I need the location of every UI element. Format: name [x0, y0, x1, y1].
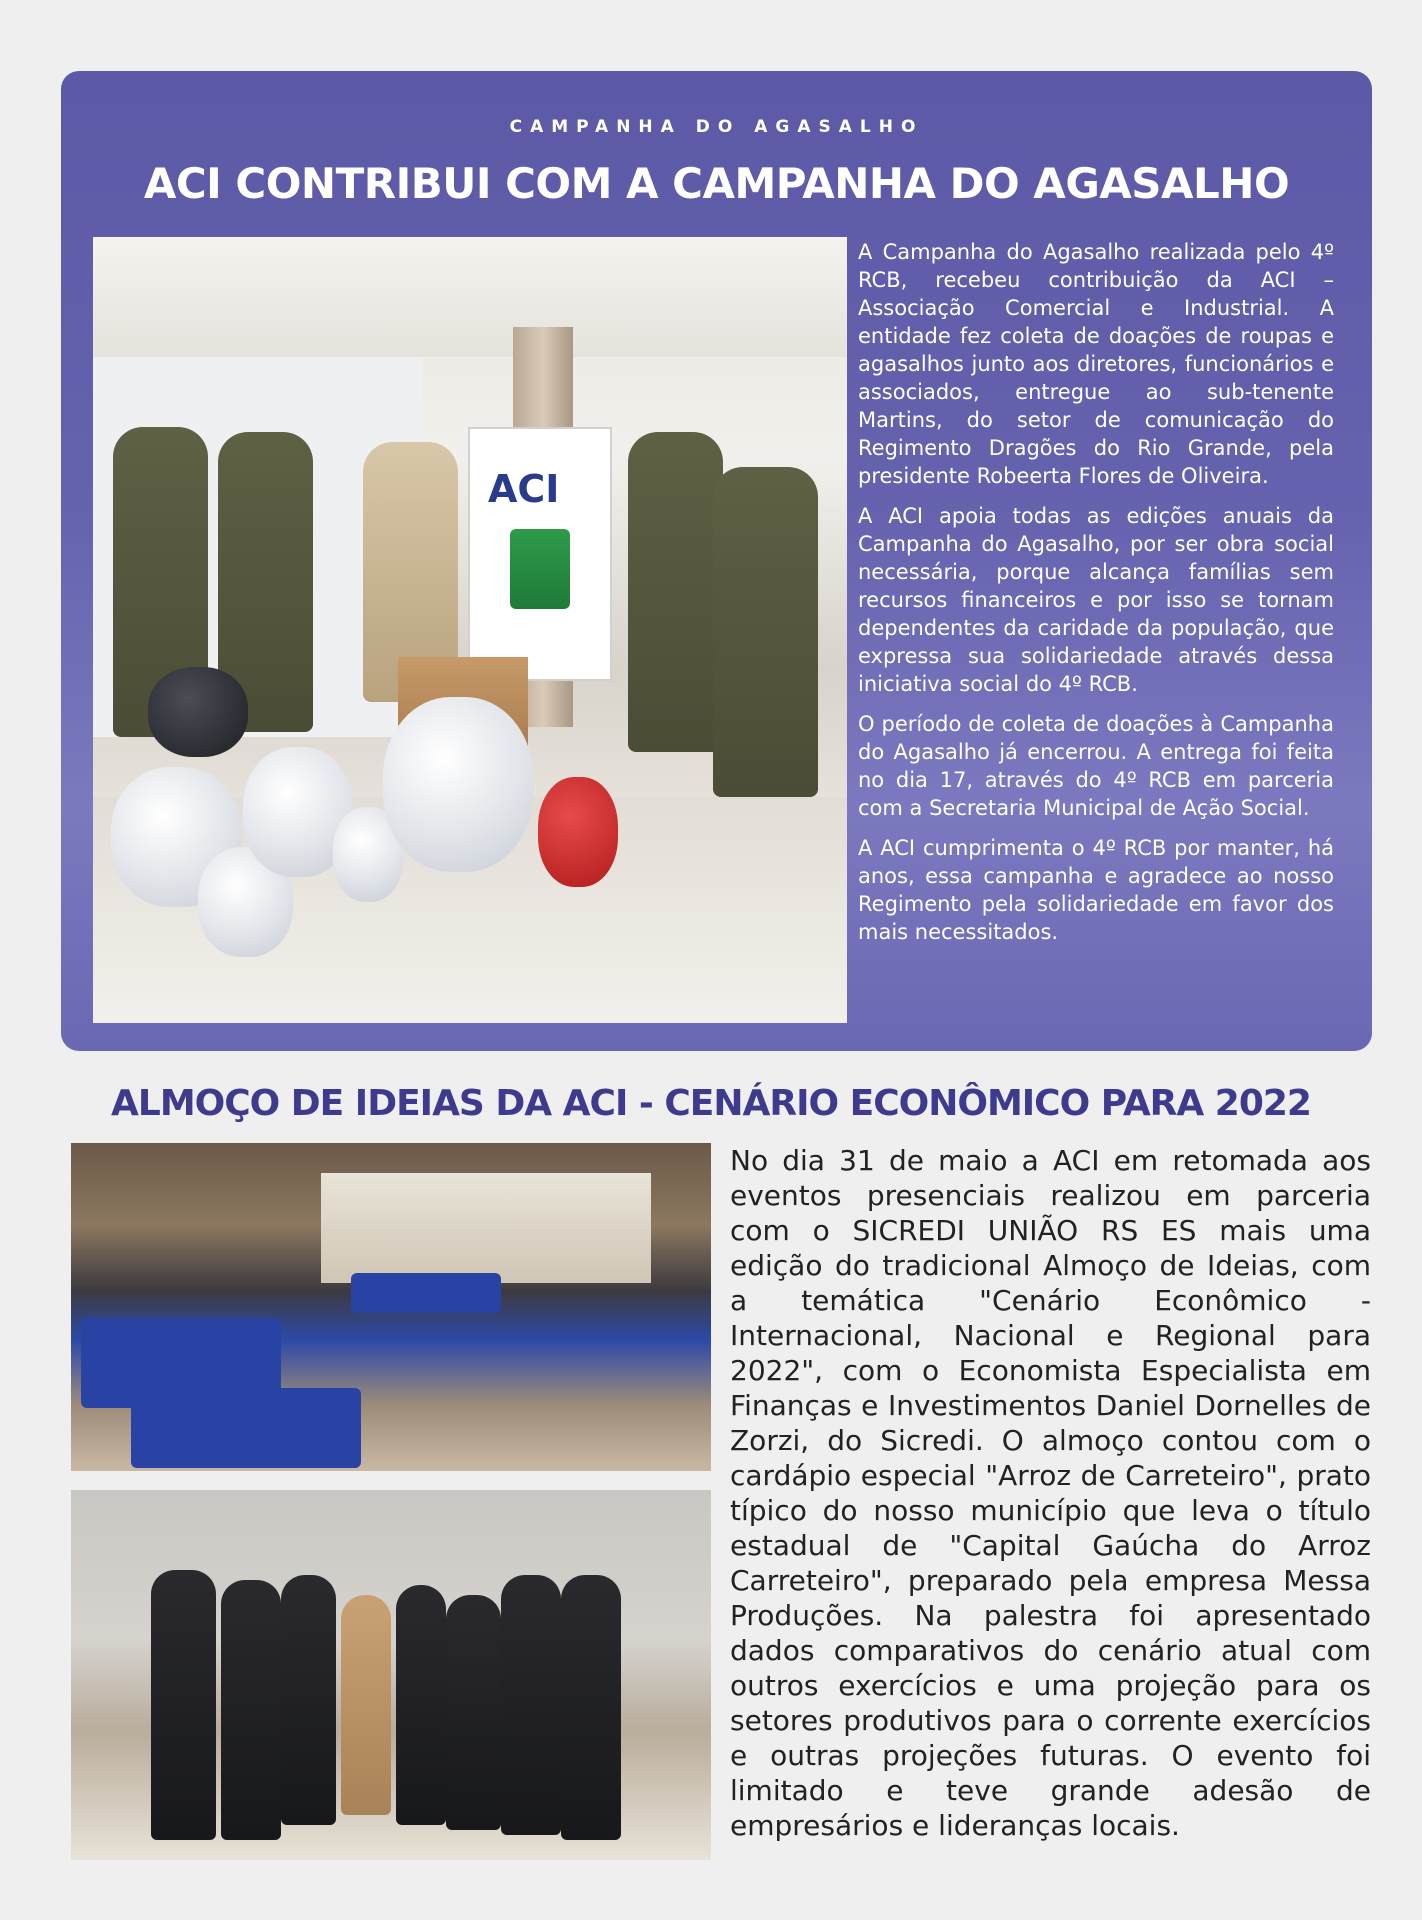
person-soldier — [713, 467, 818, 797]
lunch-event-photo — [71, 1143, 711, 1471]
article-paragraph: A Campanha do Agasalho realizada pelo 4º RCB, recebeu contribuição da ACI – Associação Comercial e Industrial. A entidade fez coleta de doações de roupas e agasalhos junto aos diretores, funcionários e associados, entregue ao sub-tenente Martins, do setor de comunicação do Regimento Dragões do Rio Grande, pela presidente Robeerta Flores de Oliveira. — [858, 240, 1334, 488]
photo-ceiling — [93, 237, 847, 357]
donation-bag — [148, 667, 248, 757]
article-paragraph: A ACI apoia todas as edições anuais da Campanha do Agasalho, por ser obra social necessária, porque alcança famílias sem recursos financeiros e por isso se tornam dependentes da caridade da população, que expressa sua solidariedade através dessa iniciativa social do 4º RCB. — [858, 504, 1334, 696]
donation-photo — [93, 237, 847, 1023]
aci-banner-logo: ACI — [488, 467, 560, 511]
blue-table — [351, 1273, 501, 1313]
campaign-headline: ACI CONTRIBUI COM A CAMPANHA DO AGASALHO — [143, 159, 1290, 208]
campaign-card — [61, 71, 1372, 1051]
campaign-article — [858, 238, 1334, 958]
article-paragraph: A ACI cumprimenta o 4º RCB por manter, há anos, essa campanha e agradece ao nosso Regimento pela solidariedade em favor dos mais necessitados. — [858, 836, 1334, 944]
lunch-headline: ALMOÇO DE IDEIAS DA ACI - CENÁRIO ECONÔMICO PARA 2022 — [111, 1083, 1311, 1124]
group-photo — [71, 1490, 711, 1860]
person-guest — [281, 1575, 336, 1825]
article-paragraph: O período de coleta de doações à Campanha do Agasalho já encerrou. A entrega foi feita no dia 17, através do 4º RCB em parceria com a Secretaria Municipal de Ação Social. — [858, 712, 1334, 820]
photo-windows — [321, 1173, 651, 1283]
person-guest — [221, 1580, 281, 1840]
lunch-article: No dia 31 de maio a ACI em retomada aos eventos presenciais realizou em parceria com o SICREDI UNIÃO RS ES mais uma edição do tradicional Almoço de Ideias, com a temática "Cenário Econômico - Internacional, Nacional e Regional para 2022", com o Economista Especialista em Finanças e Investimentos Daniel Dornelles de Zorzi, do Sicredi. O almoço contou com o cardápio especial "Arroz de Carreteiro", prato típico do nosso município que leva o título estadual de "Capital Gaúcha do Arroz Carreteiro", preparado pela empresa Messa Produções. Na palestra foi apresentado dados comparativos do cenário atual com outros exercícios e uma projeção para os setores produtivos para o corrente exercícios e outras projeções futuras. O evento foi limitado e teve grande adesão de empresários e lideranças locais. — [730, 1144, 1371, 1842]
person-guest — [151, 1570, 216, 1840]
donation-bag — [538, 777, 618, 887]
person-guest — [341, 1595, 391, 1815]
aci-logo-mark — [510, 529, 570, 609]
person-guest — [396, 1585, 446, 1825]
donation-bag — [383, 697, 533, 872]
section-kicker: CAMPANHA DO AGASALHO — [509, 117, 924, 137]
person-guest — [561, 1575, 621, 1840]
aci-banner — [468, 427, 612, 681]
person-guest — [446, 1595, 501, 1830]
blue-table — [131, 1388, 361, 1468]
person-soldier — [628, 432, 723, 752]
person-guest — [501, 1575, 561, 1835]
